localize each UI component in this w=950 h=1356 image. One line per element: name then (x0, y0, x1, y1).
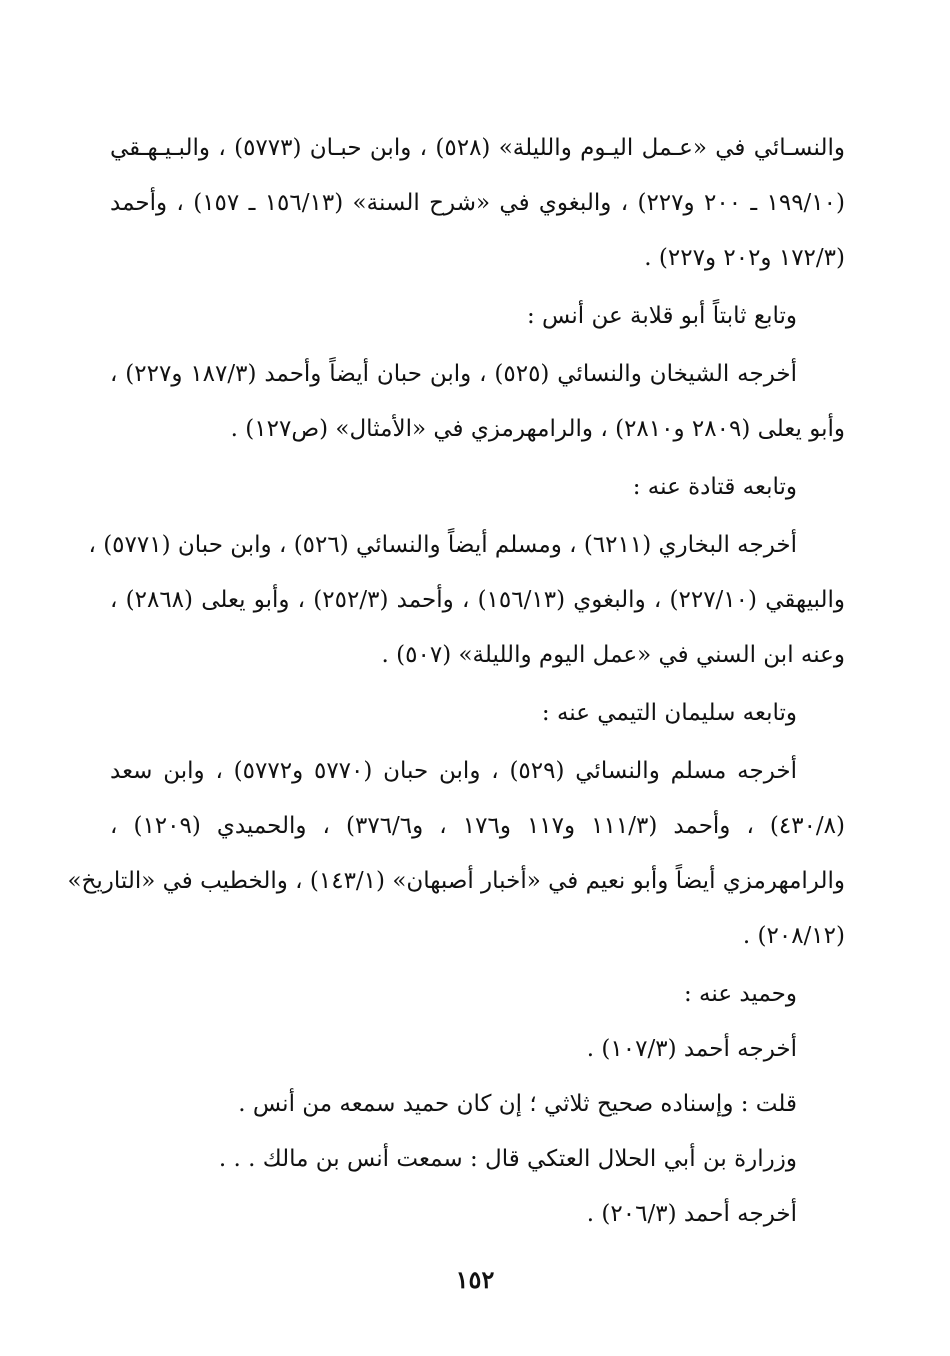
text-line: وعنه ابن السني في «عمل اليوم والليلة» (٥٠٧) . (381, 642, 845, 668)
text-line: وأبو يعلى (٢٨٠٩ و٢٨١٠) ، والرامهرمزي في «الأمثال» (ص١٢٧) . (230, 416, 845, 442)
paragraph-sulayman-heading (110, 686, 845, 741)
text-line: (١٧٢/٣ و٢٠٢ و٢٢٧) . (644, 245, 845, 271)
text-line: والرامهرمزي أيضاً وأبو نعيم في «أخبار أصبهان» (١٤٣/١) ، والخطيب في «التاريخ» (67, 868, 845, 894)
text-line: وتابع ثابتاً أبو قلابة عن أنس : (526, 303, 797, 329)
text-line: وتابعه سليمان التيمي عنه : (541, 700, 797, 726)
text-line: أخرجه مسلم والنسائي (٥٢٩) ، وابن حبان (٥٧٧٠ و٥٧٧٢) ، وابن سعد (110, 758, 797, 784)
text-line: وزرارة بن أبي الحلال العتكي قال : سمعت أنس بن مالك . . . (218, 1146, 797, 1172)
paragraph-zurara-heading (110, 1132, 845, 1187)
text-line: والنسـائي في «عـمل اليـوم والليلة» (٥٢٨) ، وابن حبـان (٥٧٧٣) ، والبـيـهـقي (110, 135, 845, 161)
text-line: أخرجه أحمد (١٠٧/٣) . (586, 1036, 797, 1062)
text-line: أخرجه أحمد (٢٠٦/٣) . (586, 1201, 797, 1227)
paragraph-humayd-heading (110, 967, 845, 1022)
paragraph-nasai-citation (110, 121, 845, 286)
text-line: أخرجه الشيخان والنسائي (٥٢٥) ، وابن حبان أيضاً وأحمد (١٨٧/٣ و٢٢٧) ، (110, 361, 797, 387)
text-line: وحميد عنه : (683, 981, 797, 1007)
main-text (67, 121, 846, 1242)
text-line: (٢٠٨/١٢) . (742, 923, 845, 949)
paragraph-muslim-citation (67, 744, 846, 964)
text-line: والبيهقي (٢٢٧/١٠) ، والبغوي (١٥٦/١٣) ، وأحمد (٢٥٢/٣) ، وأبو يعلى (٢٨٦٨) ، (110, 587, 846, 613)
paragraph-ahmad-citation-1 (110, 1022, 845, 1077)
text-line: (١٩٩/١٠ ـ ٢٠٠ و٢٢٧) ، والبغوي في «شرح السنة» (١٥٦/١٣ ـ ١٥٧) ، وأحمد (110, 190, 846, 216)
text-line: أخرجه البخاري (٦٢١١) ، ومسلم أيضاً والنسائي (٥٢٦) ، وابن حبان (٥٧٧١) ، (88, 532, 797, 558)
paragraph-shaykhan-citation (110, 347, 845, 457)
text-line: (٤٣٠/٨) ، وأحمد (١١١/٣ و١١٧ و١٧٦ ، و٣٧٦/٦) ، والحميدي (١٢٠٩) ، (110, 813, 846, 839)
paragraph-qatada-heading (110, 460, 845, 515)
text-line: قلت : وإسناده صحيح ثلاثي ؛ إن كان حميد سمعه من أنس . (238, 1091, 797, 1117)
paragraph-abu-qilaba-heading (110, 289, 845, 344)
page-number: ١٥٢ (455, 1265, 495, 1294)
text-line: وتابعه قتادة عنه : (632, 474, 797, 500)
paragraph-bukhari-citation (88, 518, 846, 683)
paragraph-isnad-note (110, 1077, 845, 1132)
paragraph-ahmad-citation-2 (110, 1187, 845, 1242)
